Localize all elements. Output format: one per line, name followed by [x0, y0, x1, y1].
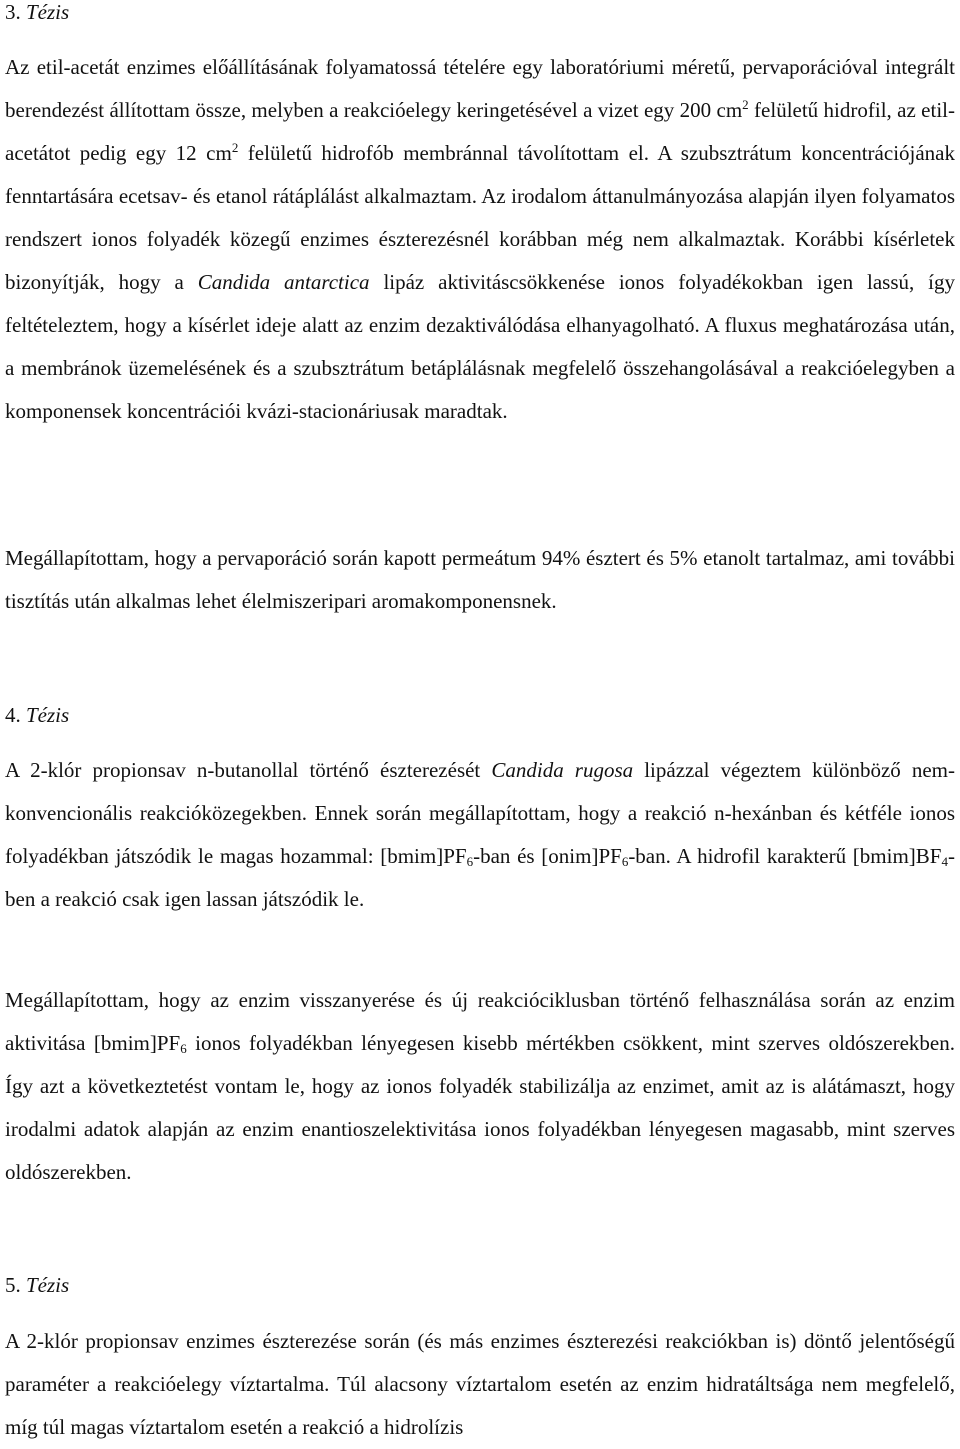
- section-number: 5.: [5, 1273, 21, 1297]
- section-3-paragraph-1: Az etil-acetát enzimes előállításának folyamatossá tételére egy laboratóriumi méretű, pervaporációval integrált berendezést állítottam össze, melyben a reakcióelegy keringetésével a vizet egy 200 $cm^2$ felületű hidrofil, az etil-acetátot pedig egy 12 $cm^2$ felületű hidrofób membránnal távolítottam el. A szubsztrátum koncentrációjának fenntartására ecetsav- és etanol rátáplálást alkalmaztam. Az irodalom áttanulmányozása alapján ilyen folyamatos rendszert ionos folyadék közegű enzimes észterezésnél korábban még nem alkalmaztak. Korábbi kísérletek bizonyítják, hogy a Candida antarctica lipáz aktivitáscsökkenése ionos folyadékokban igen lassú, így feltételeztem, hogy a kísérlet ideje alatt az enzim dezaktiválódása elhanyagolható. A fluxus meghatározása után, a membránok üzemelésének és a szubsztrátum betáplálásnak megfelelő összehangolásával a reakcióelegyben a komponensek koncentrációi kvázi-stacionáriusak maradtak.: [5, 55, 955, 423]
- section-title: Tézis: [26, 0, 70, 24]
- section-heading-3: [5, 0, 69, 24]
- section-4-paragraph-1: A 2-klór propionsav n-butanollal történő észterezését Candida rugosa lipázzal végeztem különböző nem-konvencionális reakcióközegekben. Ennek során megállapítottam, hogy a reakció n-hexánban és kétféle ionos folyadékban játszódik le magas hozammal: $[bmim]PF_6$-ban és $[onim]PF_6$-ban. A hidrofil karakterű $[bmim]BF_4$-ben a reakció csak igen lassan játszódik le.: [5, 758, 956, 911]
- section-3-paragraph-2: Megállapítottam, hogy a pervaporáció során kapott permeátum 94% észtert és 5% etanolt tartalmaz, ami további tisztítás után alkalmas lehet élelmiszeripari aromakomponensnek.: [5, 546, 955, 613]
- section-heading-4: [5, 703, 69, 727]
- section-4-paragraph-2: Megállapítottam, hogy az enzim visszanyerése és új reakcióciklusban történő felhasználása során az enzim aktivitása $[bmim]PF_6$ ionos folyadékban lényegesen kisebb mértékben csökkent, mint szerves oldószerekben. Így azt a következtetést vontam le, hogy az ionos folyadék stabilizálja az enzimet, amit az is alátámaszt, hogy irodalmi adatok alapján az enzim enantioszelektivitása ionos folyadékban lényegesen magasabb, mint szerves oldószerekben.: [5, 988, 955, 1184]
- section-title: Tézis: [26, 1273, 70, 1297]
- section-5-paragraph-1: A 2-klór propionsav enzimes észterezése során (és más enzimes észterezési reakciókban is) döntő jelentőségű paraméter a reakcióelegy víztartalma. Túl alacsony víztartalom esetén az enzim hidratáltsága nem megfelelő, míg túl magas víztartalom esetén a reakció a hidrolízis: [5, 1329, 955, 1439]
- section-title: Tézis: [26, 703, 70, 727]
- section-heading-5: [5, 1273, 69, 1297]
- section-number: 3.: [5, 0, 21, 24]
- section-number: 4.: [5, 703, 21, 727]
